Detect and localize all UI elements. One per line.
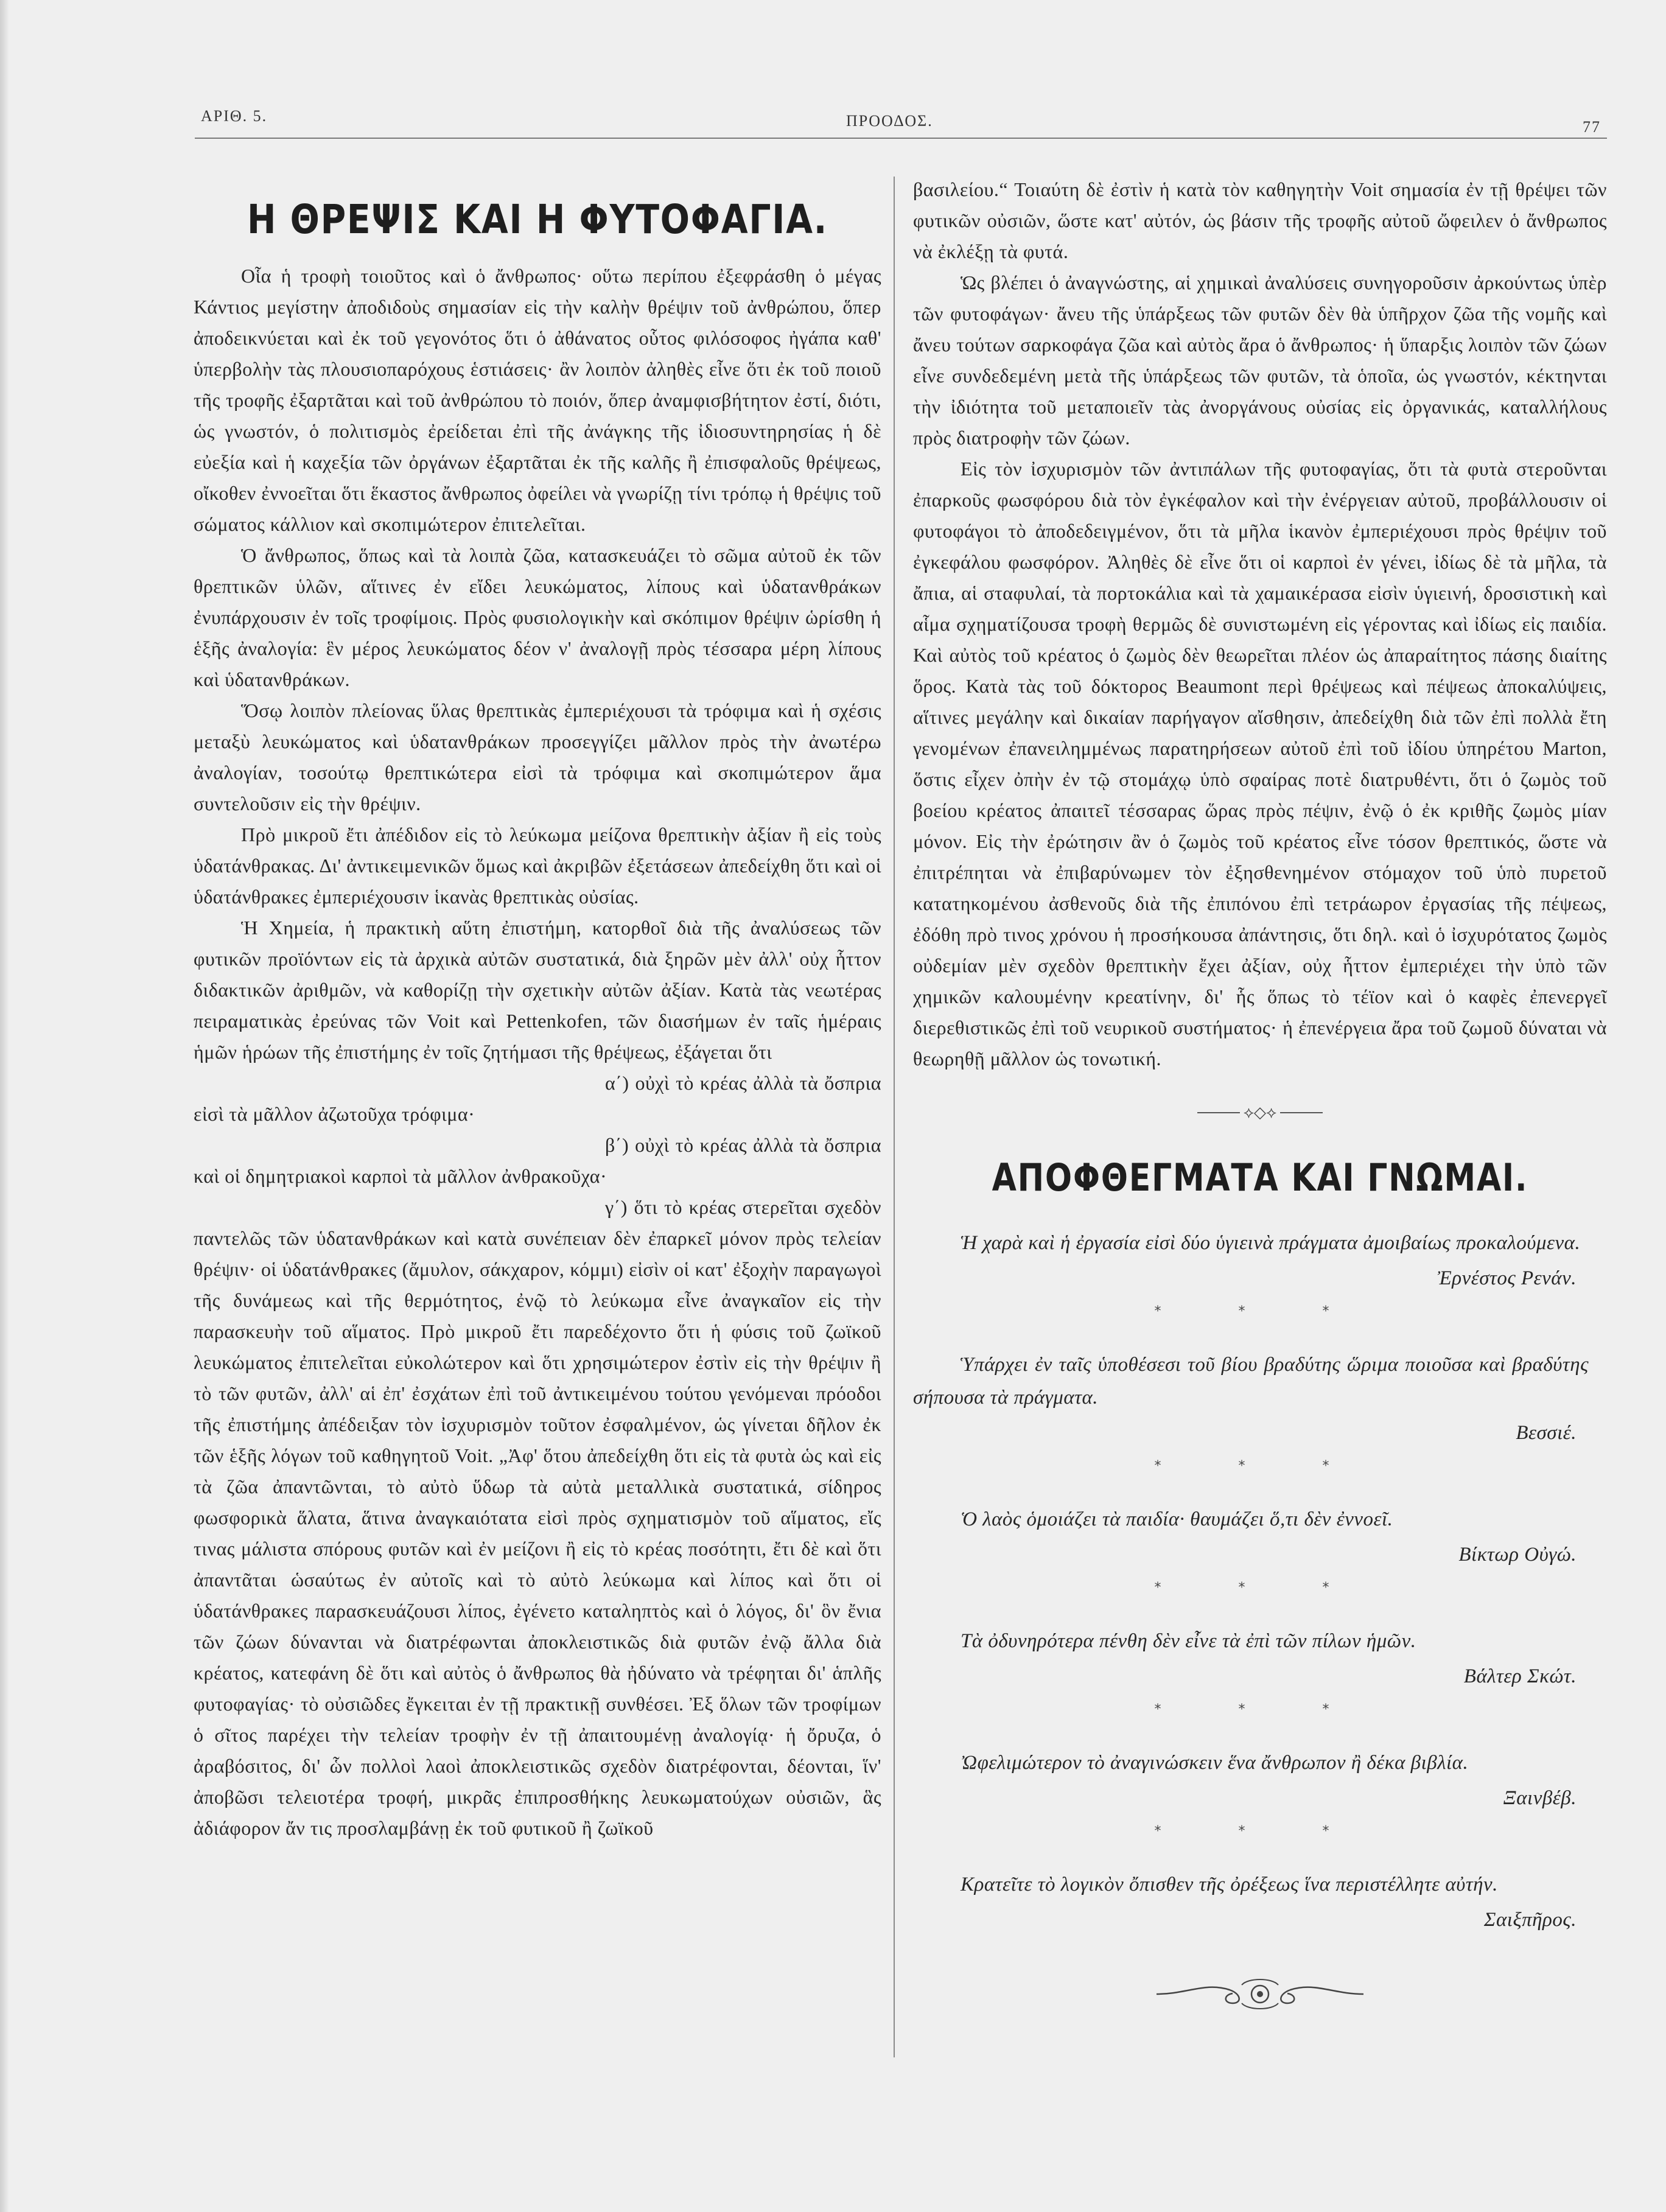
page-left-edge bbox=[0, 0, 9, 2212]
saying-author: Βάλτερ Σκώτ. bbox=[1463, 1665, 1577, 1687]
asterism-separator: * * * bbox=[1154, 1702, 1366, 1717]
ornament-knot-icon: ⟡◇⟡ bbox=[1243, 1103, 1277, 1122]
saying bbox=[913, 1625, 1589, 1693]
asterism-separator: * * * bbox=[1154, 1824, 1366, 1839]
saying-text: Τὰ ὀδυνηρότερα πένθη δὲν εἶνε τὰ ἐπὶ τῶν πίλων ἡμῶν. bbox=[961, 1630, 1416, 1652]
page-number: 77 bbox=[1583, 118, 1601, 136]
page-header bbox=[183, 97, 1619, 140]
article-paragraph: Πρὸ μικροῦ ἔτι ἀπέδιδον εἰς τὸ λεύκωμα μείζονα θρεπτικὴν ἀξίαν ἢ εἰς τοὺς ὑδατάνθρακας. Δι' ἀντικειμενικῶν ὅμως καὶ ἀκριβῶν ἐξετάσεων ἀπεδείχθη ὅτι καὶ οἱ ὑδατάνθρακες ἐμπεριέχουσιν ἱκανὰς θρεπτικὰς οὐσίας. bbox=[194, 824, 881, 908]
article-paragraph: Ὡς βλέπει ὁ ἀναγνώστης, αἱ χημικαὶ ἀναλύσεις συνηγοροῦσιν ἀρκούντως ὑπὲρ τῶν φυτοφάγων· ἄνευ τῆς ὑπάρξεως τῶν φυτῶν δὲν θὰ ὑπῆρχον ζῶα τῆς νομῆς καὶ ἄνευ τούτων σαρκοφάγα ζῶα καὶ αὐτὸς ἄρα ὁ ἄνθρωπος· ἡ ὕπαρξις λοιπὸν τῶν ζώων εἶνε συνδεδεμένη μετὰ τῆς ὑπάρξεως τῶν φυτῶν, τὰ ὁποῖα, ὡς γνωστόν, κέκτηνται τὴν ἰδιότητα τοῦ μεταποιεῖν τὰς ἀνοργάνους οὐσίας εἰς ὀργανικάς, καταλλήλους πρὸς διατροφὴν τῶν ζώων. bbox=[913, 271, 1607, 449]
end-flourish-icon bbox=[1150, 1973, 1370, 2015]
article-continuation: βασιλείου.“ Τοιαύτη δὲ ἐστὶν ἡ κατὰ τὸν καθηγητὴν Voit σημασία ἐν τῇ θρέψει τῶν φυτικῶν οὐσιῶν, ὥστε κατ' αὐτόν, ὡς βάσιν τῆς τροφῆς αὐτοῦ ὤφειλεν ὁ ἄνθρωπος νὰ ἐκλέξῃ τὰ φυτά. bbox=[913, 178, 1607, 262]
header-rule bbox=[195, 138, 1607, 139]
left-column bbox=[194, 170, 881, 1844]
saying bbox=[913, 1746, 1589, 1815]
saying-author: Βίκτωρ Οὐγώ. bbox=[1458, 1544, 1577, 1566]
saying-author: Βεσσιέ. bbox=[1516, 1422, 1577, 1444]
list-item-number: β΄) bbox=[605, 1134, 629, 1156]
asterism-separator: * * * bbox=[1154, 1458, 1366, 1474]
saying-text: Κρατεῖτε τὸ λογικὸν ὄπισθεν τῆς ὀρέξεως ἵνα περιστέλλητε αὐτήν. bbox=[961, 1874, 1498, 1895]
issue-number: ΑΡΙΘ. 5. bbox=[201, 107, 268, 125]
list-item-number: γ΄) bbox=[605, 1196, 628, 1218]
saying-text: Ὠφελιμώτερον τὸ ἀναγινώσκειν ἕνα ἄνθρωπον ἢ δέκα βιβλία. bbox=[961, 1752, 1469, 1774]
article-paragraph: Εἰς τὸν ἰσχυρισμὸν τῶν ἀντιπάλων τῆς φυτοφαγίας, ὅτι τὰ φυτὰ στεροῦνται ἐπαρκοῦς φωσφόρου διὰ τὸν ἐγκέφαλον καὶ τὴν ἐνέργειαν αὐτοῦ, προβάλλουσιν οἱ φυτοφάγοι τὸ ἀποδεδειγμένον, ὅτι τὰ μῆλα ἱκανὸν ἐμπεριέχουσι πρὸς θρέψιν τοῦ ἐγκεφάλου φωσφόρον. Ἀληθὲς δὲ εἶνε ὅτι οἱ καρποὶ ἐν γένει, ἰδίως δὲ τὰ μῆλα, τὰ ἄπια, αἱ σταφυλαί, τὰ πορτοκάλια καὶ τὰ χαμαικέρασα εἰσὶν ὑγιεινή, δροσιστικὴ καὶ αἷμα σχηματίζουσα τροφὴ θερμῶς δὲ συνιστωμένη εἰς γέροντας καὶ ἰδίως εἰς παιδία. Καὶ αὐτὸς τοῦ κρέατος ὁ ζωμὸς δὲν θεωρεῖται πλέον ὡς ἀπαραίτητος πάσης διαίτης ὅρος. Κατὰ τὰς τοῦ δόκτορος Beaumont περὶ θρέψεως καὶ πέψεως ἀποκαλύψεις, αἵτινες μεγάλην καὶ δικαίαν παρήγαγον αἴσθησιν, ἀπεδείχθη διὰ τῶν ἐπὶ πολλὰ ἔτη γενομένων ἐπανειλημμένως παρατηρήσεων αὐτοῦ ἐπὶ τοῦ ἰδίου ὑπηρέτου Marton, ὅστις εἶχεν ὀπὴν ἐν τῷ στομάχῳ ὑπὸ σφαίρας ποτὲ διατρυθέντι, ὅτι ὁ ζωμὸς τοῦ βοείου κρέατος ἀπαιτεῖ τέσσαρας ὥρας πρὸς πέψιν, ἐνῷ ὁ ἐκ κριθῆς ζωμὸς μίαν μόνον. Εἰς τὴν ἐρώτησιν ἂν ὁ ζωμὸς τοῦ κρέατος εἶνε τόσον θρεπτικός, ὥστε νὰ ἐπιτρέπηται νὰ ἐπιβαρύνωμεν τὸν ἐξησθενημένον στόμαχον τοῦ ὑπὸ πυρετοῦ κατατηκομένου ἀσθενοῦς διὰ τῆς ἐπιπόνου ἐπὶ τετράωρον ἐργασίας τῆς πέψεως, ἐδόθη πρὸ τινος χρόνου ἡ προσήκουσα ἀπάντησις, ὅτι δηλ. καὶ ὁ ἰσχυρότατος ζωμὸς οὐδεμίαν μὲν σχεδὸν θρεπτικὴν ἔχει ἀξίαν, οὐχ ἧττον ἐμπεριέχει τὴν ὑπὸ τῶν χημικῶν καλουμένην κρεατίνην, δι' ἧς ὅπως τὸ τέϊον καὶ ὁ καφὲς ἐπενεργεῖ διερεθιστικῶς ἐπὶ τοῦ νευρικοῦ συστήματος· ἡ ἐπενέργεια ἄρα τοῦ ζωμοῦ δύναται νὰ θεωρηθῇ μᾶλλον ὡς τονωτική. bbox=[913, 458, 1607, 1069]
saying bbox=[913, 1348, 1589, 1449]
list-item-text: οὐχὶ τὸ κρέας ἀλλὰ τὰ ὄσπρια καὶ οἱ δημητριακοὶ καρποὶ τὰ μᾶλλον ἀνθρακοῦχα· bbox=[194, 1134, 882, 1187]
saying-author: Ἐρνέστος Ρενάν. bbox=[1437, 1267, 1577, 1289]
saying-text: Ὁ λαὸς ὁμοιάζει τὰ παιδία· θαυμάζει ὅ,τι δὲν ἐννοεῖ. bbox=[961, 1508, 1393, 1530]
journal-name: ΠΡΟΟΔΟΣ. bbox=[846, 112, 933, 130]
section-ornament bbox=[913, 1104, 1607, 1122]
asterism-separator: * * * bbox=[1154, 1304, 1366, 1319]
article-title: Η ΘΡΕΨΙΣ ΚΑΙ Η ΦΥΤΟΦΑΓΙΑ. bbox=[247, 196, 828, 243]
ornament-line bbox=[1197, 1112, 1240, 1113]
column-divider bbox=[894, 177, 895, 2057]
saying bbox=[913, 1227, 1589, 1295]
sayings-title: ΑΠΟΦΘΕΓΜΑΤΑ ΚΑΙ ΓΝΩΜΑΙ. bbox=[992, 1155, 1528, 1200]
right-column bbox=[913, 174, 1607, 2015]
list-item-number: α΄) bbox=[605, 1072, 629, 1094]
saying bbox=[913, 1503, 1589, 1571]
list-item bbox=[194, 1068, 881, 1130]
asterism-separator: * * * bbox=[1154, 1580, 1366, 1595]
article-paragraph: Οἷα ἡ τροφὴ τοιοῦτος καὶ ὁ ἄνθρωπος· οὕτω περίπου ἐξεφράσθη ὁ μέγας Κάντιος μεγίστην ἀποδιδοὺς σημασίαν εἰς τὴν καλὴν θρέψιν τοῦ ἀνθρώπου, ὅπερ ἀποδεικνύεται καὶ ἐκ τοῦ γεγονότος ὅτι ὁ ἀθάνατος οὗτος φιλόσοφος ἠγάπα καθ' ὑπερβολὴν τὰς πλουσιοπαρόχους ἑστιάσεις· ἂν λοιπὸν ἀληθὲς εἶνε ὅτι ἐκ τοῦ ποιοῦ τῆς τροφῆς ἐξαρτᾶται καὶ τοῦ ἀνθρώπου τὸ ποιόν, ὅπερ ἀναμφισβήτητον ἐστί, διότι, ὡς γνωστόν, ὁ πολιτισμὸς ἐρείδεται ἐπὶ τῆς ἀνάγκης τῆς ἰδιοσυντηρησίας ἡ δὲ εὐεξία καὶ ἡ καχεξία τῶν ὀργάνων ἐξαρτᾶται ἐκ τῆς καλῆς ἢ ἐπισφαλοῦς θρέψεως, οἴκοθεν ἐννοεῖται ὅτι ἕκαστος ἄνθρωπος ὀφείλει νὰ γνωρίζῃ τίνι τρόπῳ ἡ θρέψις τοῦ σώματος κάλλιον καὶ σκοπιμώτερον ἐπιτελεῖται. bbox=[194, 265, 881, 535]
saying bbox=[913, 1868, 1589, 1936]
saying-author: Ξαινβέβ. bbox=[1503, 1787, 1577, 1809]
list-item-text: ὅτι τὸ κρέας στερεῖται σχεδὸν παντελῶς τῶν ὑδατανθράκων καὶ κατὰ συνέπειαν δὲν ἐπαρκεῖ μόνον πρὸς τελείαν θρέψιν· οἱ ὑδατάνθρακες (ἄμυλον, σάκχαρον, κόμμι) εἰσὶν οἱ κατ' ἐξοχὴν παραγωγοὶ τῆς δυνάμεως καὶ τῆς θερμότητος, ἐνῷ τὸ λεύκωμα εἶνε ἀναγκαῖον εἰς τὴν παρασκευὴν τοῦ αἵματος. Πρὸ μικροῦ ἔτι παρεδέχοντο ὅτι ἡ φύσις τοῦ ζωϊκοῦ λευκώματος ἐπιτελεῖται εὐκολώτερον καὶ ὅτι χρησιμώτερον ἐστὶν εἰς τὴν θρέψιν ἢ τὸ τῶν φυτῶν, ἀλλ' αἱ ἐπ' ἐσχάτων ἐπὶ τοῦ ἀντικειμένου τούτου γενόμεναι πρόοδοι τῆς ἐπιστήμης ἀπέδειξαν τὸν ἰσχυρισμὸν τοῦτον ἐσφαλμένον, ὡς γίνεται δῆλον ἐκ τῶν ἑξῆς λόγων τοῦ καθηγητοῦ Voit. „Ἀφ' ὅτου ἀπεδείχθη ὅτι εἰς τὰ φυτὰ ὡς καὶ εἰς τὰ ζῶα ἀπαντῶνται, τὸ αὐτὸ ὕδωρ τὰ αὐτὰ μεταλλικὰ συστατικά, σίδηρος φωσφορικὰ ἅλατα, ἅτινα ἀναγκαιότατα εἰσὶ πρὸς σχηματισμὸν τοῦ αἵματος, εἴς τινας μάλιστα σπόρους φυτῶν καὶ ἐν μείζονι ἢ εἰς τὸ κρέας ποσότητι, ἔτι δὲ καὶ ὅτι ἀπαντᾶται ὡσαύτως ἐν αὐτοῖς καὶ τὸ αὐτὸ λεύκωμα καὶ λίπος καὶ ὅτι οἱ ὑδατάνθρακες παρασκευάζουσι λίπος, ἐγένετο καταληπτὸς καὶ ὁ λόγος, δι' ὃν ἔνια τῶν ζώων δύνανται νὰ διατρέφωνται ἀποκλειστικῶς διὰ φυτῶν ἐνῷ ἄλλα διὰ κρέατος, κατεφάνη δὲ ὅτι καὶ αὐτὸς ὁ ἄνθρωπος θὰ ἠδύνατο νὰ τρέφηται δι' ἁπλῆς φυτοφαγίας· τὸ οὐσιῶδες ἔγκειται ἐν τῇ πρακτικῇ συνθέσει. Ἐξ ὅλων τῶν τροφίμων ὁ σῖτος παρέχει τὴν τελείαν τροφὴν ἐν τῇ ἀπαιτουμένῃ ἀναλογίᾳ· ἡ ὄρυζα, ὁ ἀραβόσιτος, δι' ὧν πολλοὶ λαοὶ ἀποκλειστικῶς σχεδὸν διατρέφονται, δέονται, ἵν' ἀποβῶσι τελειοτέρα τροφή, μικρᾶς ἐπιπροσθήκης λευκωματούχων οὐσιῶν, ἃς ἀδιάφορον ἄν τις προσλαμβάνῃ ἐκ τοῦ φυτικοῦ ἢ ζωϊκοῦ bbox=[194, 1196, 882, 1839]
list-item bbox=[194, 1130, 881, 1192]
article-paragraph: Ἡ Χημεία, ἡ πρακτικὴ αὕτη ἐπιστήμη, κατορθοῖ διὰ τῆς ἀναλύσεως τῶν φυτικῶν προϊόντων εἰς τὰ ἀρχικὰ αὐτῶν συστατικά, διὰ ξηρῶν μὲν ἀλλ' οὐχ ἧττον διδακτικῶν ἀριθμῶν, νὰ καθορίζῃ τὴν σχετικὴν αὐτῶν ἀξίαν. Κατὰ τὰς νεωτέρας πειραματικὰς ἐρεύνας τῶν Voit καὶ Pettenkofen, τῶν διασήμων ἐν ταῖς ἡμέραις ἡμῶν ἡρώων τῆς ἐπιστήμης ἐν τοῖς ζητήμασι τῆς θρέψεως, ἐξάγεται ὅτι bbox=[194, 917, 881, 1063]
list-item bbox=[194, 1192, 881, 1844]
saying-author: Σαιξπῆρος. bbox=[1483, 1909, 1577, 1931]
article-paragraph: Ὁ ἄνθρωπος, ὅπως καὶ τὰ λοιπὰ ζῶα, κατασκευάζει τὸ σῶμα αὐτοῦ ἐκ τῶν θρεπτικῶν ὑλῶν, αἵτινες ἐν εἴδει λευκώματος, λίπους καὶ ὑδατανθράκων ἐνυπάρχουσιν ἐν τοῖς τροφίμοις. Πρὸς φυσιολογικὴν καὶ σκόπιμον θρέψιν ὡρίσθη ἡ ἑξῆς ἀναλογία: ἓν μέρος λευκώματος δέον ν' ἀναλογῇ πρὸς τέσσαρα μέρη λίπους καὶ ὑδατανθράκων. bbox=[194, 544, 881, 690]
list-item-text: οὐχὶ τὸ κρέας ἀλλὰ τὰ ὄσπρια εἰσὶ τὰ μᾶλλον ἀζωτοῦχα τρόφιμα· bbox=[194, 1072, 882, 1125]
article-paragraph: Ὅσῳ λοιπὸν πλείονας ὕλας θρεπτικὰς ἐμπεριέχουσι τὰ τρόφιμα καὶ ἡ σχέσις μεταξὺ λευκώματος καὶ ὑδατανθράκων προσεγγίζει μᾶλλον πρὸς τὴν ἀνωτέρω ἀναλογίαν, τοσούτῳ θρεπτικώτερα εἰσὶ τὰ τρόφιμα καὶ σκοπιμώτερον ἅμα συντελοῦσιν εἰς τὴν θρέψιν. bbox=[194, 699, 881, 814]
saying-text: Ἡ χαρὰ καὶ ἡ ἐργασία εἰσὶ δύο ὑγιεινὰ πράγματα ἀμοιβαίως προκαλούμενα. bbox=[961, 1232, 1581, 1254]
saying-text: Ὑπάρχει ἐν ταῖς ὑποθέσεσι τοῦ βίου βραδύτης ὥριμα ποιοῦσα καὶ βραδύτης σήπουσα τὰ πράγματα. bbox=[913, 1354, 1589, 1409]
ornament-line bbox=[1280, 1112, 1323, 1113]
